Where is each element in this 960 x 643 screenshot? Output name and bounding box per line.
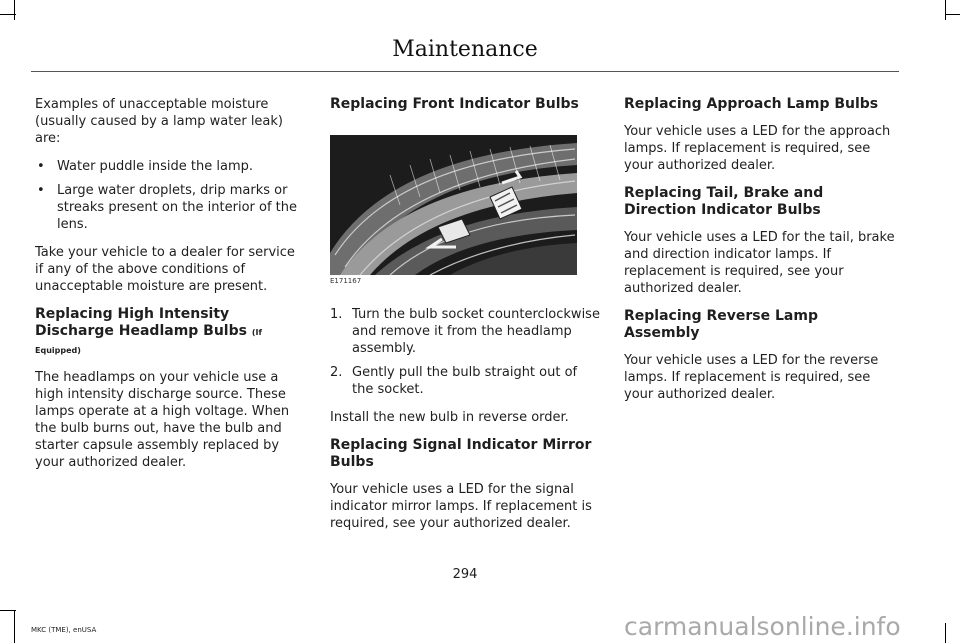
mirror-heading: Replacing Signal Indicator Mirror Bulbs: [330, 437, 592, 470]
crop-mark-top-right-v: [945, 0, 946, 20]
watermark: carmanualsonline.info: [624, 612, 901, 641]
tail-paragraph: Your vehicle uses a LED for the tail, brake and direction indicator lamps. If replacement is required, see your authorized dealer.: [624, 230, 895, 296]
moisture-bullet-list: [35, 158, 307, 233]
hid-paragraph: The headlamps on your vehicle use a high intensity discharge source. These lamps operate at a high voltage. When the bulb burns out, have the bulb and starter capsule assembly replaced by your authorized dealer.: [35, 370, 290, 470]
headlamp-illustration: [330, 135, 577, 275]
column-2: [330, 96, 602, 532]
crop-mark-top-right-h: [945, 14, 960, 15]
hid-heading-text: Replacing High Intensity Discharge Headlamp Bulbs: [35, 306, 247, 339]
tail-heading: Replacing Tail, Brake and Direction Indicator Bulbs: [624, 185, 824, 218]
mirror-paragraph: Your vehicle uses a LED for the signal indicator mirror lamps. If replacement is required, see your authorized dealer.: [330, 482, 592, 531]
page-number: 294: [452, 567, 478, 582]
step-number: 2.: [330, 365, 343, 380]
column-3: [624, 96, 896, 414]
figure-code: E171167: [330, 277, 362, 285]
list-item: • Water puddle inside the lamp.: [35, 158, 307, 175]
list-item: • Large water droplets, drip marks or streaks present on the interior of the lens.: [35, 182, 307, 233]
list-item: [330, 364, 602, 398]
crop-mark-bottom-left-v: [14, 610, 15, 643]
header-rule: [31, 71, 899, 72]
step-text: Gently pull the bulb straight out of the socket.: [352, 365, 578, 397]
front-indicator-heading: Replacing Front Indicator Bulbs: [330, 96, 579, 112]
crop-mark-bottom-right-v: [945, 623, 946, 643]
approach-paragraph: Your vehicle uses a LED for the approach lamps. If replacement is required, see your authorized dealer.: [624, 124, 891, 173]
headlamp-drawing: [330, 135, 577, 275]
crop-mark-top-left-h: [0, 14, 16, 15]
intro-paragraph: Examples of unacceptable moisture (usually caused by a lamp water leak) are:: [35, 97, 283, 146]
reverse-heading: Replacing Reverse Lamp Assembly: [624, 308, 818, 341]
step-number: 1.: [330, 307, 343, 322]
column-1: [35, 96, 307, 482]
page-title: Maintenance: [392, 37, 538, 62]
dealer-paragraph: Take your vehicle to a dealer for service if any of the above conditions of unacceptable moisture are present.: [35, 245, 295, 294]
install-paragraph: Install the new bulb in reverse order.: [330, 410, 569, 425]
hid-heading: [35, 306, 307, 359]
crop-mark-top-left-v: [14, 0, 15, 20]
step-text: Turn the bulb socket counterclockwise and remove it from the headlamp assembly.: [352, 307, 600, 356]
if-equipped-note: (If Equipped): [35, 328, 262, 355]
approach-heading: Replacing Approach Lamp Bulbs: [624, 96, 879, 112]
list-item: [330, 306, 602, 357]
crop-mark-bottom-left-h: [0, 610, 16, 611]
footer-label: MKC (TME), enUSA: [31, 626, 97, 634]
reverse-paragraph: Your vehicle uses a LED for the reverse lamps. If replacement is required, see your authorized dealer.: [624, 353, 879, 402]
front-indicator-steps: [330, 306, 602, 398]
